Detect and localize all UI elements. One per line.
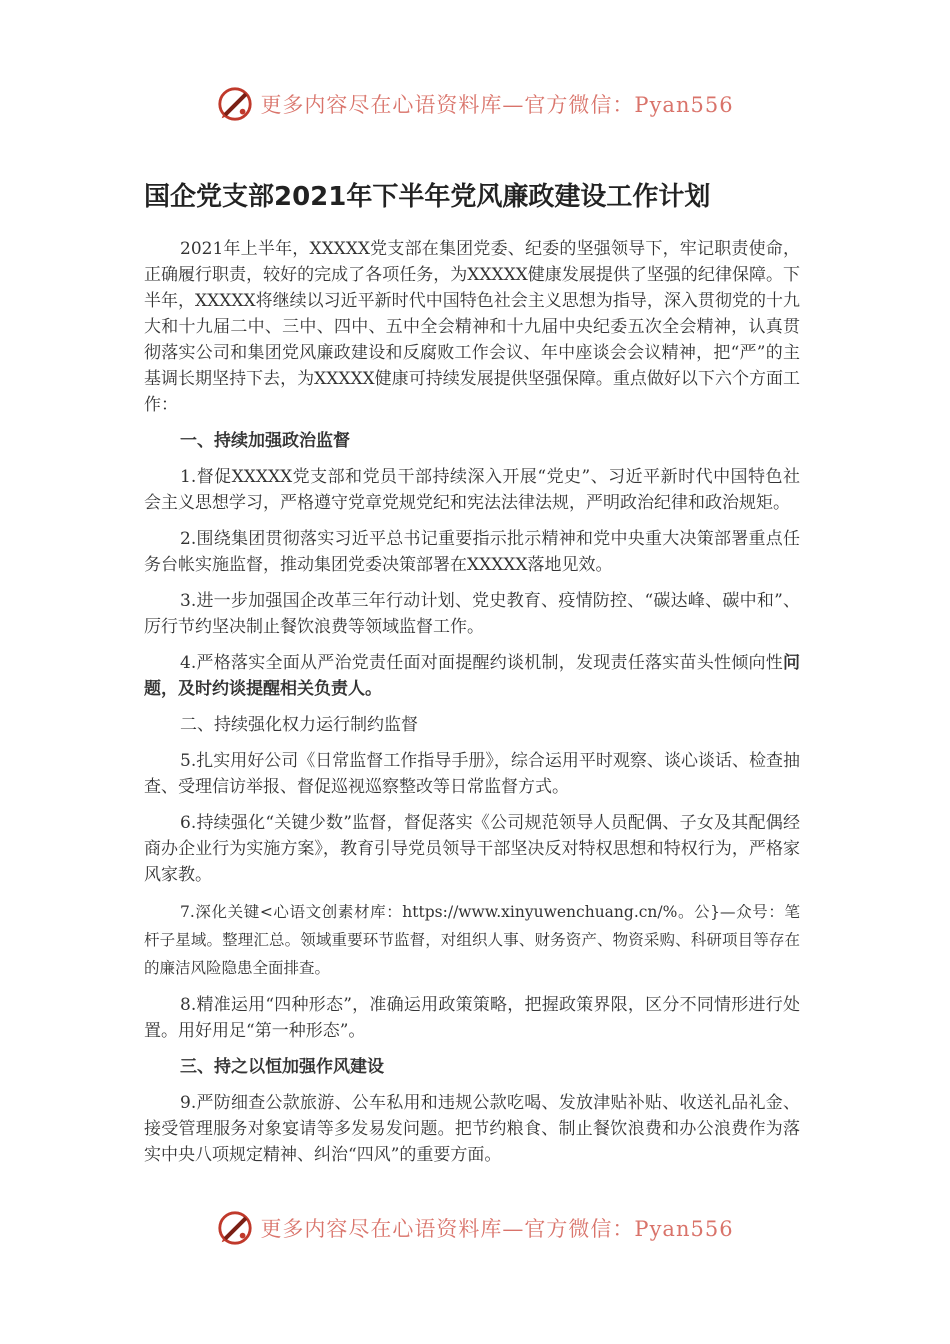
section-heading-1: 一、持续加强政治监督 <box>180 431 350 451</box>
item-2: 2.围绕集团贯彻落实习近平总书记重要指示批示精神和党中央重大决策部署重点任务台帐实施监督，推动集团党委决策部署在XXXXX落地见效。 <box>144 529 800 575</box>
watermark-text: 更多内容尽在心语资料库—官方微信：Pyan556 <box>260 93 734 117</box>
watermark-text: 更多内容尽在心语资料库—官方微信：Pyan556 <box>260 1217 734 1241</box>
item-7: 7.深化关键<心语文创素材库：https://www.xinyuwenchuang.cn/%。公}—众号：笔杆子星域。整理汇总。领域重要环节监督，对组织人事、财务资产、物资采购、科研项目等存在的廉洁风险隐患全面排查。 <box>144 903 800 977</box>
pen-logo-icon <box>216 85 254 123</box>
item-6: 6.持续强化“关键少数”监督，督促落实《公司规范领导人员配偶、子女及其配偶经商办企业行为实施方案》，教育引导党员领导干部坚决反对特权思想和特权行为，严格家风家教。 <box>144 813 800 885</box>
document-title: 国企党支部2021年下半年党风廉政建设工作计划 <box>144 182 711 212</box>
item-3: 3.进一步加强国企改革三年行动计划、党史教育、疫情防控、“碳达峰、碳中和”、厉行节约坚决制止餐饮浪费等领域监督工作。 <box>144 591 800 637</box>
header-watermark-banner <box>0 82 950 126</box>
item-5: 5.扎实用好公司《日常监督工作指导手册》，综合运用平时观察、谈心谈话、检查抽查、受理信访举报、督促巡视巡察整改等日常监督方式。 <box>144 751 800 797</box>
item-1: 1.督促XXXXX党支部和党员干部持续深入开展“党史”、习近平新时代中国特色社会主义思想学习，严格遵守党章党规党纪和宪法法律法规，严明政治纪律和政治规矩。 <box>144 467 800 513</box>
item-9: 9.严防细查公款旅游、公车私用和违规公款吃喝、发放津贴补贴、收送礼品礼金、接受管理服务对象宴请等多发易发问题。把节约粮食、制止餐饮浪费和办公浪费作为落实中央八项规定精神、纠治“四风”的重要方面。 <box>144 1093 800 1165</box>
item-4-bold-text: 问题，及时约谈提醒相关负责人。 <box>144 653 800 699</box>
pen-logo-icon <box>216 1209 254 1247</box>
document-body <box>144 180 800 1178</box>
footer-watermark-banner <box>0 1206 950 1250</box>
section-heading-2: 二、持续强化权力运行制约监督 <box>180 715 418 735</box>
item-8: 8.精准运用“四种形态”，准确运用政策策略，把握政策界限，区分不同情形进行处置。用好用足“第一种形态”。 <box>144 995 800 1041</box>
section-heading-3: 三、持之以恒加强作风建设 <box>180 1057 384 1077</box>
intro-paragraph: 2021年上半年，XXXXX党支部在集团党委、纪委的坚强领导下，牢记职责使命，正确履行职责，较好的完成了各项任务，为XXXXX健康发展提供了坚强的纪律保障。下半年，XXXXX将继续以习近平新时代中国特色社会主义思想为指导，深入贯彻党的十九大和十九届二中、三中、四中、五中全会精神和十九届中央纪委五次全会精神，认真贯彻落实公司和集团党风廉政建设和反腐败工作会议、年中座谈会会议精神，把“严”的主基调长期坚持下去，为XXXXX健康可持续发展提供坚强保障。重点做好以下六个方面工作： <box>144 239 800 415</box>
item-4-text: 4.严格落实全面从严治党责任面对面提醒约谈机制，发现责任落实苗头性倾向性 <box>180 653 783 673</box>
item-4 <box>144 650 800 702</box>
